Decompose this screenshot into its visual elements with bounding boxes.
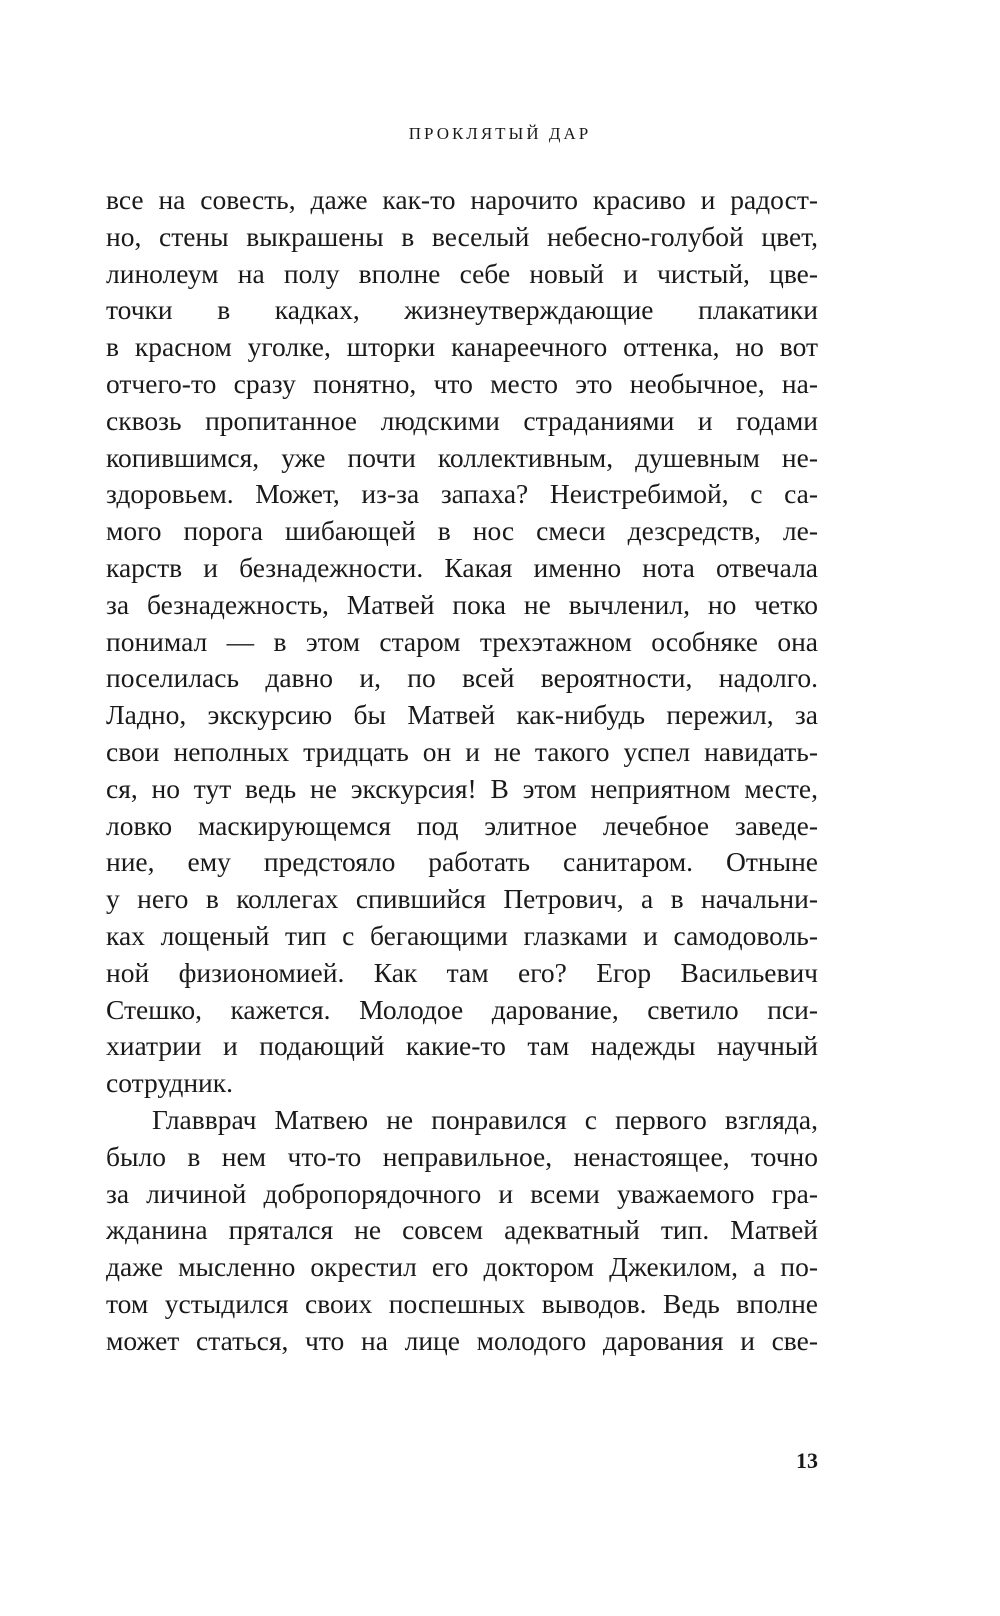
text-line: сквозь пропитанное людскими страданиями и годами (106, 404, 818, 436)
paragraph-2 (106, 1102, 818, 1360)
text-line: ние, ему предстояло работать санитаром. Отныне (106, 846, 818, 878)
text-line: ловко маскирующемся под элитное лечебное заведе- (106, 809, 818, 841)
text-line: Стешко, кажется. Молодое дарование, светило пси- (106, 993, 818, 1025)
text-line: мого порога шибающей в нос смеси дезсредств, ле- (106, 515, 818, 547)
text-line: здоровьем. Может, из-за запаха? Неистребимой, с са- (106, 478, 818, 510)
text-line: поселилась давно и, по всей вероятности, надолго. (106, 662, 818, 694)
text-line: Главврач Матвею не понравился с первого взгляда, (152, 1103, 818, 1135)
text-line: отчего-то сразу понятно, что место это необычное, на- (106, 367, 818, 399)
text-line: у него в коллегах спившийся Петрович, а в начальни- (106, 883, 818, 915)
text-line: хиатрии и подающий какие-то там надежды научный (106, 1030, 818, 1062)
page-number: 13 (796, 1448, 818, 1473)
text-line: в красном уголке, шторки канареечного оттенка, но вот (106, 331, 818, 363)
text-line: ной физиономией. Как там его? Егор Васильевич (106, 956, 818, 988)
text-line: может статься, что на лице молодого дарования и све- (106, 1324, 818, 1356)
text-line: все на совесть, даже как-то нарочито красиво и радост- (106, 184, 818, 215)
text-line: ках лощеный тип с бегающими глазками и самодоволь- (106, 919, 818, 951)
text-line: даже мысленно окрестил его доктором Джекилом, а по- (106, 1251, 818, 1283)
text-line: было в нем что-то неправильное, ненастоящее, точно (106, 1140, 818, 1172)
text-line: но, стены выкрашены в веселый небесно-голубой цвет, (106, 220, 818, 252)
running-head: ПРОКЛЯТЫЙ ДАР (408, 124, 592, 143)
body-text (106, 182, 818, 1360)
text-line: том устыдился своих поспешных выводов. Ведь вполне (106, 1287, 818, 1319)
text-line: понимал — в этом старом трехэтажном особняке она (106, 625, 818, 657)
text-line: свои неполных тридцать он и не такого успел навидать- (106, 735, 818, 767)
text-line: карств и безнадежности. Какая именно нота отвечала (106, 551, 818, 583)
text-line: копившимся, уже почти коллективным, душевным не- (106, 441, 818, 473)
text-line: ся, но тут ведь не экскурсия! В этом неприятном месте, (106, 772, 818, 804)
text-line: Ладно, экскурсию бы Матвей как-нибудь пережил, за (106, 699, 818, 731)
text-line: за личиной добропорядочного и всеми уважаемого гра- (106, 1177, 818, 1209)
text-line: за безнадежность, Матвей пока не вычленил, но четко (106, 588, 818, 620)
text-line: жданина прятался не совсем адекватный тип. Матвей (106, 1214, 818, 1246)
text-line: сотрудник. (106, 1067, 234, 1099)
text-line: точки в кадках, жизнеутверждающие плакатики (106, 294, 818, 326)
text-line: линолеум на полу вполне себе новый и чистый, цве- (106, 257, 818, 289)
paragraph-1 (106, 182, 818, 1102)
